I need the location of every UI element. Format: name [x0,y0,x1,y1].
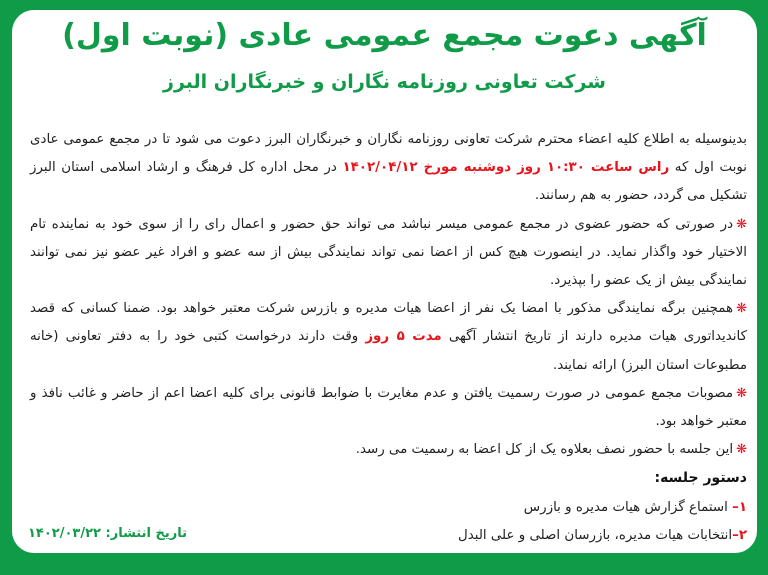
bullet-asterisk-icon: ❋ [736,216,747,232]
notice-body [30,126,747,550]
proxy-paragraph: ❋در صورتی که حضور عضوی در مجمع عمومی میسر نباشد می تواند حق حضور و اعمال رای را از سوی خود به نماینده تام الاختیار خود واگذار نماید. در اینصورت هیچ کس از اعضا نمی تواند نمایندگی بیش از سه عضو و افراد غیر عضو نیز نمی توانند نمایندگی بیش از یک عضو را بپذیرد. [30,216,747,289]
bullet-asterisk-icon: ❋ [736,442,747,458]
notice-title: آگهی دعوت مجمع عمومی عادی (نوبت اول) [62,18,707,53]
bullet-asterisk-icon: ❋ [736,301,747,317]
quorum-paragraph: ❋این جلسه با حضور نصف بعلاوه یک از کل اعضا به رسمیت می رسد. [355,442,747,458]
candidacy-paragraph: ❋همچنین برگه نمایندگی مذکور با امضا یک نفر از اعضا هیات مدیره و بازرس شرکت معتبر خواهد بود. ضمنا کسانی که قصد کاندیداتوری هیات مدیره دارند از تاریخ انتشار آگهی مدت ۵ روز وقت دارند درخواست کتبی خود را به دفتر تعاونی (خانه مطبوعات استان البرز) ارائه نمایند. [30,301,747,373]
meeting-datetime: راس ساعت ۱۰:۳۰ روز دوشنبه مورخ ۱۴۰۲/۰۴/۱۲ [342,160,670,176]
company-name: شرکت تعاونی روزنامه نگاران و خبرنگاران البرز [163,71,606,93]
deadline-highlight: مدت ۵ روز [365,329,442,345]
resolutions-paragraph: ❋مصوبات مجمع عمومی در صورت رسمیت یافتن و عدم مغایرت با ضوابط قانونی برای کلیه اعضا اعم از حاضر و غائب نافذ و معتبر خواهد بود. [30,385,747,430]
intro-paragraph: بدینوسیله به اطلاع کلیه اعضاء محترم شرکت تعاونی روزنامه نگاران و خبرنگاران البرز دعوت می شود تا در مجمع عمومی عادی نوبت اول که راس ساعت ۱۰:۳۰ روز دوشنبه مورخ ۱۴۰۲/۰۴/۱۲ در محل اداره کل فرهنگ و ارشاد اسلامی استان البرز تشکیل می گردد، حضور به هم رسانند. [30,132,747,204]
agenda-item: ۲–انتخابات هیات مدیره، بازرسان اصلی و علی البدل [458,527,747,543]
agenda-item: ۱– استماع گزارش هیات مدیره و بازرس [523,499,747,515]
notice-panel [12,10,757,553]
bullet-asterisk-icon: ❋ [736,385,747,401]
publish-date: تاریخ انتشار: ۱۴۰۲/۰۳/۲۲ [28,526,187,541]
agenda-title: دستور جلسه: [654,470,747,487]
